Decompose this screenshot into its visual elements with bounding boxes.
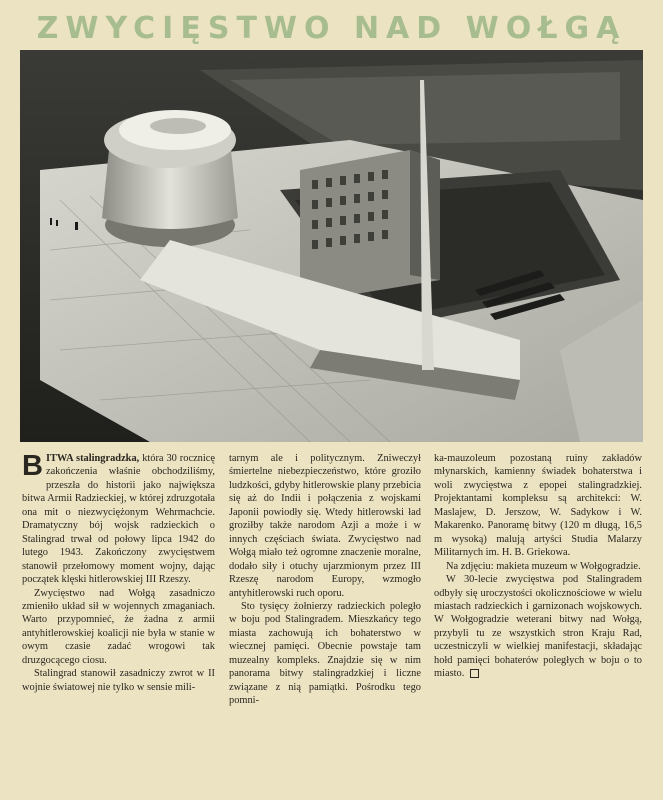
article-column-3 (434, 452, 642, 796)
photo-illustration (20, 50, 643, 442)
paragraph-text: W 30-lecie zwycięstwa pod Stalingradem odbyły się uroczystości okolicznościowe w wielu miastach radzieckich i garnizonach wojskowych. W Wołgogradzie weterani bitwy nad Wołgą, przybyli tu ze wszystkich stron Kraju Rad, uczestniczyli w wielkiej manifestacji, składając hołd pamięci bohaterów poległych w boju o to miasto. (434, 574, 642, 680)
museum-model-photo (20, 50, 643, 442)
paragraph: Zwycięstwo nad Wołgą zasadniczo zmieniło układ sił w wojennych zmaganiach. Warto przypomnieć, że żadna z armii antyhitlerowskiej koalicji nie była w stanie w owym czasie zadać wrogowi tak druzgocącego ciosu. (22, 587, 215, 666)
drop-cap: B (22, 452, 43, 482)
article-lead-paragraph (22, 452, 215, 587)
lead-bold-text: ITWA stalingradzka, (45, 453, 140, 464)
lead-text: która 30 rocznicę zakończenia właśnie obchodziliśmy, przeszła do historii jako największa bitwa Armii Radzieckiej, w której zdruzgotała ona mit o niezwyciężonym Wehrmachcie. Dramatyczny bój wojsk radzieckich o Stalingrad trwał od połowy lipca 1942 do lutego 1943. Zakończony zwycięstwem stanowił przełomowy moment wojny, dając początek klęski hitlerowskiej III Rzeszy. (22, 453, 215, 586)
headline: ZWYCIĘSTWO NAD WOŁGĄ (36, 11, 627, 46)
article-column-1 (22, 452, 215, 796)
paragraph: Sto tysięcy żołnierzy radzieckich poległo w boju pod Stalingradem. Mieszkańcy tego miasta zachowują ich bohaterstwo w wiecznej pamięci. Obecnie powstaje tam muzealny kompleks. Znajdzie się w nim panorama bitwy stalingradzkiej i liczne związane z nią pamiątki. Pośrodku tego pomni- (229, 600, 421, 707)
paragraph: Stalingrad stanowił zasadniczy zwrot w II wojnie światowej nie tylko w sensie mili- (22, 668, 215, 693)
paragraph: ka-mauzoleum pozostaną ruiny zakładów młynarskich, kamienny świadek bohaterstwa i woli zwycięstwa z epopei stalingradzkiej. Projektantami kompleksu są architekci: W. Maslajew, D. Jerszow, W. Sadykow i W. Makarenko. Panoramę bitwy (120 m długą, 16,5 m wysoką) malują artyści Studia Malarzy Militarnych im. H. B. Griekowa. (434, 453, 642, 559)
paragraph: tarnym ale i politycznym. Zniweczył śmiertelne niebezpieczeństwo, które groziło ludzkości, gdyby hitlerowskie plany przebicia się aż do Indii i połączenia z wojskami Japonii powiodły się. Wtedy hitlerowski ład groziłby także narodom Azji a może i w innych częściach świata. Zwycięstwo nad Wołgą miało też ogromne znaczenie moralne, dodało siły i otuchy ujarzmionym przez III Rzeszę narodom Europy, wzmogło antyhitlerowski ruch oporu. (229, 453, 421, 599)
article-column-2 (229, 452, 421, 796)
photo-caption: Na zdjęciu: makieta muzeum w Wołgogradzie. (446, 560, 641, 572)
end-mark-icon (470, 669, 479, 678)
paragraph (434, 573, 642, 681)
